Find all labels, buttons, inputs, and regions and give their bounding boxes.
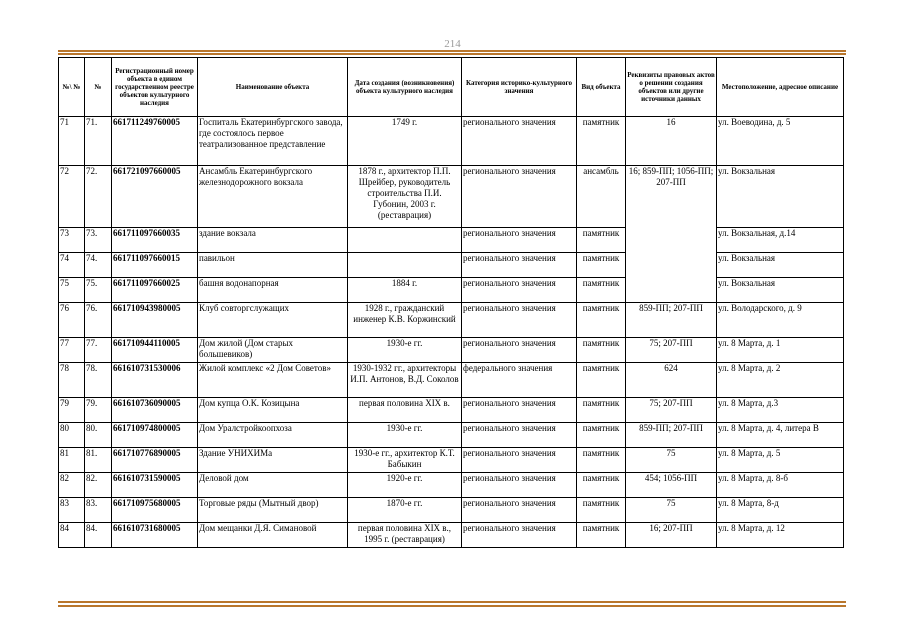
table-header-row <box>59 58 844 117</box>
cell-name: Дом жилой (Дом старых большевиков) <box>198 338 348 363</box>
cell-category: регионального значения <box>462 423 577 448</box>
heritage-objects-table <box>58 57 844 548</box>
cell-kind: памятник <box>577 363 626 398</box>
cell-address: ул. Вокзальная <box>717 278 844 303</box>
cell-number: 76. <box>85 303 112 338</box>
cell-index: 83 <box>59 498 85 523</box>
cell-name: Клуб совторгслужащих <box>198 303 348 338</box>
cell-date: 1930-е гг. <box>348 338 462 363</box>
cell-index: 78 <box>59 363 85 398</box>
cell-index: 73 <box>59 228 85 253</box>
col-header-name: Наименование объекта <box>198 58 348 117</box>
cell-registration: 661710974800005 <box>112 423 198 448</box>
cell-category: регионального значения <box>462 166 577 228</box>
cell-number: 73. <box>85 228 112 253</box>
cell-number: 84. <box>85 523 112 548</box>
table-row <box>59 278 844 303</box>
cell-name: башня водонапорная <box>198 278 348 303</box>
cell-kind: памятник <box>577 278 626 303</box>
col-header-registration: Регистрационный номер объекта в едином государственном реестре объектов культурного наследия <box>112 58 198 117</box>
cell-number: 78. <box>85 363 112 398</box>
cell-number: 80. <box>85 423 112 448</box>
cell-date: 1878 г., архитектор П.П. Шрейбер, руководитель строительства П.И. Губонин, 2003 г. (реставрация) <box>348 166 462 228</box>
cell-acts: 454; 1056-ПП <box>626 473 717 498</box>
table-row <box>59 117 844 166</box>
cell-date: первая половина XIX в., 1995 г. (реставрация) <box>348 523 462 548</box>
cell-name: здание вокзала <box>198 228 348 253</box>
col-header-date: Дата создания (возникновения) объекта культурного наследия <box>348 58 462 117</box>
cell-kind: памятник <box>577 228 626 253</box>
cell-address: ул. 8 Марта, д.3 <box>717 398 844 423</box>
cell-kind: памятник <box>577 253 626 278</box>
cell-index: 76 <box>59 303 85 338</box>
cell-date <box>348 253 462 278</box>
table-row <box>59 228 844 253</box>
cell-address: ул. Володарского, д. 9 <box>717 303 844 338</box>
cell-acts: 75; 207-ПП <box>626 338 717 363</box>
cell-address: ул. 8 Марта, д. 4, литера В <box>717 423 844 448</box>
cell-number: 77. <box>85 338 112 363</box>
cell-acts: 75 <box>626 448 717 473</box>
table-row <box>59 398 844 423</box>
cell-category: регионального значения <box>462 448 577 473</box>
cell-registration: 661710943980005 <box>112 303 198 338</box>
top-rule <box>58 50 846 52</box>
cell-index: 80 <box>59 423 85 448</box>
col-header-kind: Вид объекта <box>577 58 626 117</box>
cell-name: Госпиталь Екатеринбургского завода, где состоялось первое театрализованное представление <box>198 117 348 166</box>
bottom-rule-secondary <box>58 605 846 607</box>
cell-index: 75 <box>59 278 85 303</box>
cell-address: ул. Воеводина, д. 5 <box>717 117 844 166</box>
cell-kind: памятник <box>577 117 626 166</box>
bottom-rule <box>58 601 846 603</box>
cell-category: регионального значения <box>462 523 577 548</box>
cell-kind: памятник <box>577 423 626 448</box>
cell-date: 1749 г. <box>348 117 462 166</box>
cell-name: Дом купца О.К. Козицына <box>198 398 348 423</box>
cell-index: 82 <box>59 473 85 498</box>
cell-address: ул. 8 Марта, д. 8-б <box>717 473 844 498</box>
cell-category: регионального значения <box>462 473 577 498</box>
table-row <box>59 448 844 473</box>
cell-index: 71 <box>59 117 85 166</box>
cell-address: ул. 8 Марта, д. 5 <box>717 448 844 473</box>
cell-kind: памятник <box>577 338 626 363</box>
top-rule-secondary <box>58 53 846 55</box>
cell-registration: 661610736090005 <box>112 398 198 423</box>
cell-registration: 661711097660035 <box>112 228 198 253</box>
cell-name: Дом мещанки Д.Я. Симановой <box>198 523 348 548</box>
cell-category: регионального значения <box>462 398 577 423</box>
cell-registration: 661710944110005 <box>112 338 198 363</box>
table-row <box>59 338 844 363</box>
cell-date: 1870-е гг. <box>348 498 462 523</box>
cell-acts: 16; 859-ПП; 1056-ПП; 207-ПП <box>626 166 717 303</box>
cell-registration: 661710975680005 <box>112 498 198 523</box>
cell-category: федерального значения <box>462 363 577 398</box>
cell-name: Деловой дом <box>198 473 348 498</box>
cell-address: ул. 8 Марта, д. 1 <box>717 338 844 363</box>
cell-category: регионального значения <box>462 228 577 253</box>
cell-category: регионального значения <box>462 117 577 166</box>
cell-name: Здание УНИХИМа <box>198 448 348 473</box>
cell-registration: 661711249760005 <box>112 117 198 166</box>
cell-date <box>348 228 462 253</box>
cell-kind: ансамбль <box>577 166 626 228</box>
cell-category: регионального значения <box>462 498 577 523</box>
cell-category: регионального значения <box>462 303 577 338</box>
cell-number: 74. <box>85 253 112 278</box>
table-row <box>59 303 844 338</box>
cell-number: 72. <box>85 166 112 228</box>
cell-acts: 859-ПП; 207-ПП <box>626 303 717 338</box>
cell-registration: 661610731530006 <box>112 363 198 398</box>
cell-kind: памятник <box>577 473 626 498</box>
cell-index: 72 <box>59 166 85 228</box>
cell-category: регионального значения <box>462 278 577 303</box>
cell-name: Жилой комплекс «2 Дом Советов» <box>198 363 348 398</box>
cell-date: 1930-е гг., архитектор К.Т. Бабыкин <box>348 448 462 473</box>
cell-kind: памятник <box>577 448 626 473</box>
cell-kind: памятник <box>577 398 626 423</box>
cell-address: ул. 8 Марта, д. 2 <box>717 363 844 398</box>
table-row <box>59 498 844 523</box>
cell-date: 1928 г., гражданский инженер К.В. Коржинский <box>348 303 462 338</box>
cell-name: Дом Уралстройкоопхоза <box>198 423 348 448</box>
cell-acts: 859-ПП; 207-ПП <box>626 423 717 448</box>
cell-index: 79 <box>59 398 85 423</box>
table-row <box>59 473 844 498</box>
col-header-acts: Реквизиты правовых актов о решении создания объектов или другие источники данных <box>626 58 717 117</box>
cell-index: 74 <box>59 253 85 278</box>
cell-category: регионального значения <box>462 253 577 278</box>
cell-kind: памятник <box>577 303 626 338</box>
table-row <box>59 253 844 278</box>
cell-number: 83. <box>85 498 112 523</box>
cell-registration: 661610731590005 <box>112 473 198 498</box>
cell-acts: 75; 207-ПП <box>626 398 717 423</box>
cell-registration: 661711097660025 <box>112 278 198 303</box>
cell-address: ул. Вокзальная <box>717 253 844 278</box>
cell-address: ул. Вокзальная <box>717 166 844 228</box>
cell-index: 84 <box>59 523 85 548</box>
cell-kind: памятник <box>577 498 626 523</box>
table-body <box>59 117 844 548</box>
cell-index: 77 <box>59 338 85 363</box>
cell-number: 79. <box>85 398 112 423</box>
cell-registration: 661711097660015 <box>112 253 198 278</box>
table-row <box>59 423 844 448</box>
cell-index: 81 <box>59 448 85 473</box>
cell-number: 71. <box>85 117 112 166</box>
cell-kind: памятник <box>577 523 626 548</box>
cell-registration: 661610731680005 <box>112 523 198 548</box>
cell-date: первая половина XIX в. <box>348 398 462 423</box>
cell-date: 1930-е гг. <box>348 423 462 448</box>
cell-date: 1920-е гг. <box>348 473 462 498</box>
cell-number: 81. <box>85 448 112 473</box>
cell-number: 75. <box>85 278 112 303</box>
cell-name: Ансамбль Екатеринбургского железнодорожного вокзала <box>198 166 348 228</box>
cell-acts: 16; 207-ПП <box>626 523 717 548</box>
table-row <box>59 363 844 398</box>
cell-address: ул. 8 Марта, 8-д <box>717 498 844 523</box>
cell-acts: 16 <box>626 117 717 166</box>
cell-name: павильон <box>198 253 348 278</box>
cell-registration: 661710776890005 <box>112 448 198 473</box>
cell-acts: 75 <box>626 498 717 523</box>
cell-address: ул. Вокзальная, д.14 <box>717 228 844 253</box>
cell-category: регионального значения <box>462 338 577 363</box>
cell-registration: 661721097660005 <box>112 166 198 228</box>
cell-acts: 624 <box>626 363 717 398</box>
cell-date: 1930-1932 гг., архитекторы И.П. Антонов, В.Д. Соколов <box>348 363 462 398</box>
cell-address: ул. 8 Марта, д. 12 <box>717 523 844 548</box>
cell-name: Торговые ряды (Мытный двор) <box>198 498 348 523</box>
page-number: 214 <box>444 38 461 50</box>
col-header-index: №\ № <box>59 58 85 117</box>
table-row <box>59 166 844 228</box>
cell-date: 1884 г. <box>348 278 462 303</box>
table-row <box>59 523 844 548</box>
col-header-number: № <box>85 58 112 117</box>
col-header-address: Местоположение, адресное описание <box>717 58 844 117</box>
cell-number: 82. <box>85 473 112 498</box>
col-header-category: Категория историко-культурного значения <box>462 58 577 117</box>
